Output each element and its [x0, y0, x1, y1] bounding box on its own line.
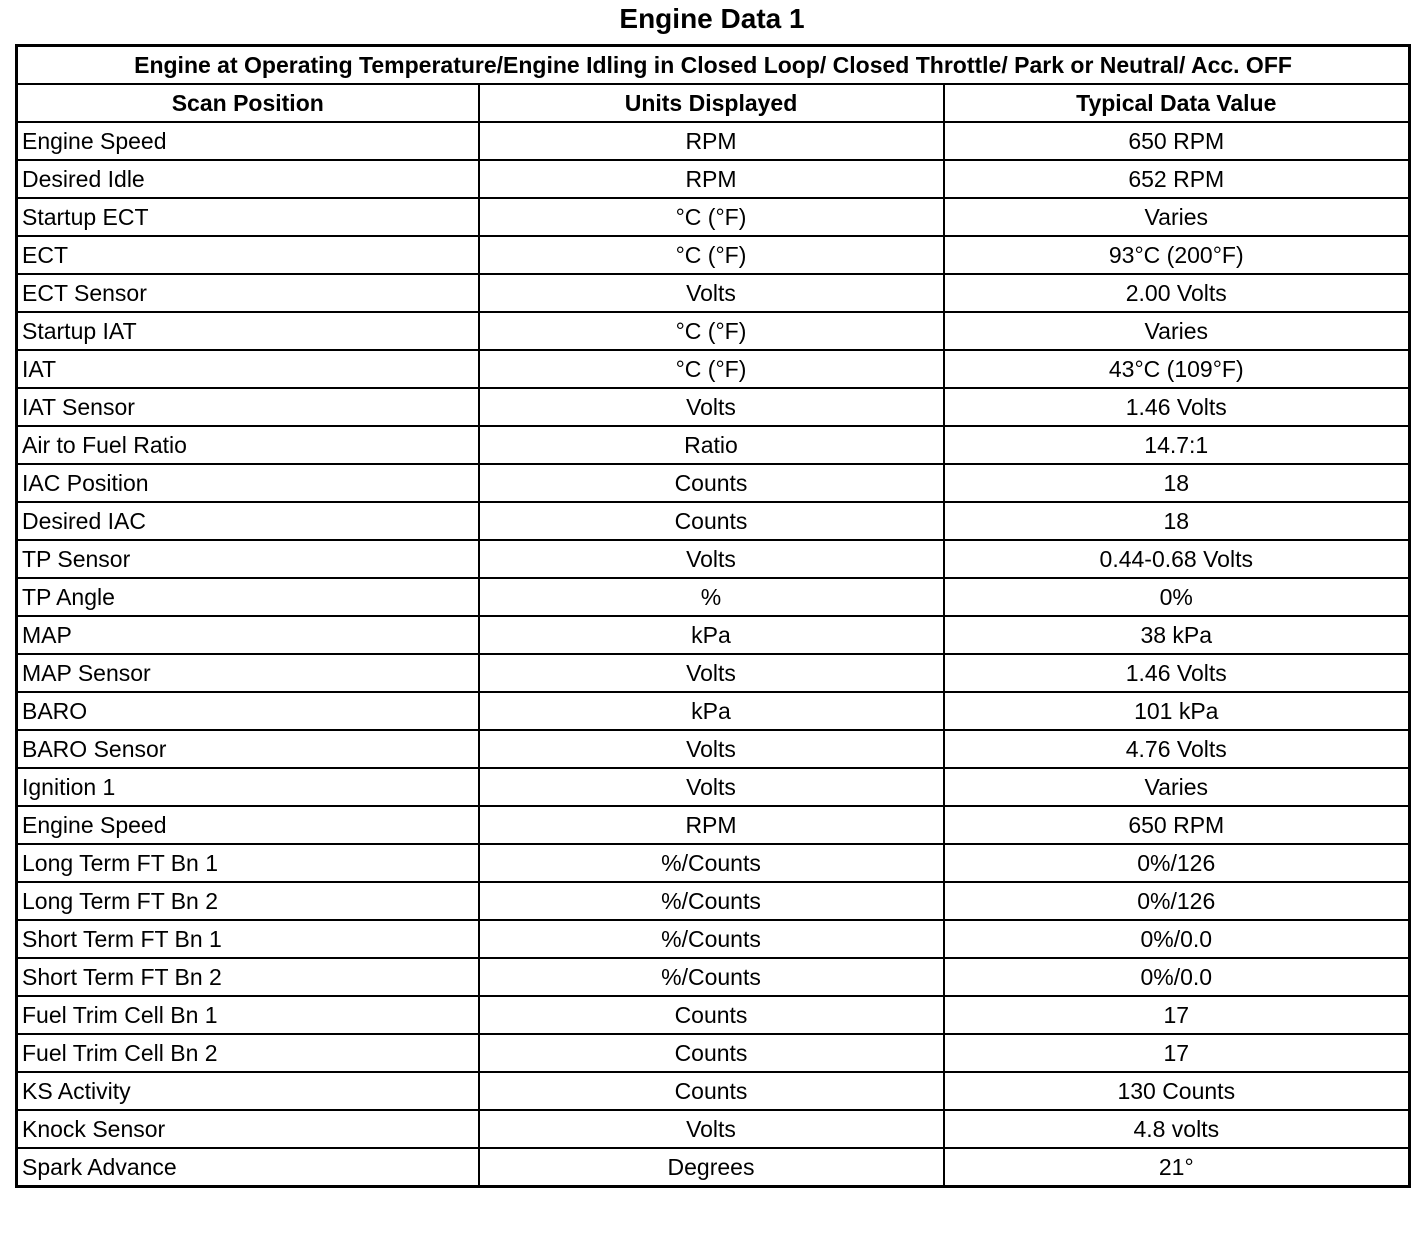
scan-position-cell: Engine Speed: [17, 806, 479, 844]
units-displayed-cell: Volts: [479, 768, 944, 806]
typical-data-value-cell: Varies: [944, 312, 1410, 350]
units-displayed-cell: Volts: [479, 654, 944, 692]
scan-position-cell: IAT: [17, 350, 479, 388]
typical-data-value-cell: 0%/126: [944, 844, 1410, 882]
typical-data-value-cell: 650 RPM: [944, 122, 1410, 160]
typical-data-value-cell: 1.46 Volts: [944, 654, 1410, 692]
condition-row: [17, 46, 1410, 85]
table-row: [17, 312, 1410, 350]
typical-data-value-cell: 0%/0.0: [944, 920, 1410, 958]
typical-data-value-cell: 14.7:1: [944, 426, 1410, 464]
units-displayed-cell: kPa: [479, 692, 944, 730]
typical-data-value-cell: 0%/126: [944, 882, 1410, 920]
typical-data-value-cell: 18: [944, 502, 1410, 540]
table-row: [17, 882, 1410, 920]
scan-position-cell: Spark Advance: [17, 1148, 479, 1187]
table-row: [17, 160, 1410, 198]
scan-position-cell: IAT Sensor: [17, 388, 479, 426]
scan-position-cell: Desired IAC: [17, 502, 479, 540]
typical-data-value-cell: Varies: [944, 768, 1410, 806]
scan-position-cell: Long Term FT Bn 2: [17, 882, 479, 920]
table-row: [17, 920, 1410, 958]
table-row: [17, 198, 1410, 236]
table-row: [17, 388, 1410, 426]
scan-position-cell: Ignition 1: [17, 768, 479, 806]
units-displayed-cell: RPM: [479, 806, 944, 844]
scan-position-cell: Engine Speed: [17, 122, 479, 160]
typical-data-value-cell: 4.8 volts: [944, 1110, 1410, 1148]
typical-data-value-cell: 21°: [944, 1148, 1410, 1187]
table-row: [17, 502, 1410, 540]
units-displayed-cell: %/Counts: [479, 844, 944, 882]
scan-position-cell: Air to Fuel Ratio: [17, 426, 479, 464]
units-displayed-cell: Ratio: [479, 426, 944, 464]
units-displayed-cell: Volts: [479, 1110, 944, 1148]
table-row: [17, 426, 1410, 464]
typical-data-value-cell: 650 RPM: [944, 806, 1410, 844]
table-row: [17, 958, 1410, 996]
units-displayed-cell: Counts: [479, 464, 944, 502]
units-displayed-cell: %: [479, 578, 944, 616]
typical-data-value-cell: 0%/0.0: [944, 958, 1410, 996]
column-header-units-displayed: Units Displayed: [479, 84, 944, 122]
units-displayed-cell: %/Counts: [479, 958, 944, 996]
units-displayed-cell: Counts: [479, 502, 944, 540]
table-row: [17, 236, 1410, 274]
units-displayed-cell: Volts: [479, 388, 944, 426]
table-row: [17, 1034, 1410, 1072]
typical-data-value-cell: 0%: [944, 578, 1410, 616]
units-displayed-cell: Volts: [479, 730, 944, 768]
table-row: [17, 1110, 1410, 1148]
scan-position-cell: KS Activity: [17, 1072, 479, 1110]
typical-data-value-cell: 0.44-0.68 Volts: [944, 540, 1410, 578]
typical-data-value-cell: 17: [944, 1034, 1410, 1072]
units-displayed-cell: Counts: [479, 996, 944, 1034]
scan-position-cell: Long Term FT Bn 1: [17, 844, 479, 882]
scan-position-cell: Short Term FT Bn 1: [17, 920, 479, 958]
units-displayed-cell: Volts: [479, 274, 944, 312]
typical-data-value-cell: 93°C (200°F): [944, 236, 1410, 274]
table-row: [17, 578, 1410, 616]
table-row: [17, 768, 1410, 806]
typical-data-value-cell: 17: [944, 996, 1410, 1034]
typical-data-value-cell: 38 kPa: [944, 616, 1410, 654]
typical-data-value-cell: 43°C (109°F): [944, 350, 1410, 388]
table-row: [17, 122, 1410, 160]
column-header-typical-data-value: Typical Data Value: [944, 84, 1410, 122]
scan-position-cell: TP Angle: [17, 578, 479, 616]
engine-data-table: [15, 44, 1411, 1188]
scan-position-cell: Desired Idle: [17, 160, 479, 198]
table-row: [17, 806, 1410, 844]
units-displayed-cell: %/Counts: [479, 920, 944, 958]
scan-position-cell: IAC Position: [17, 464, 479, 502]
scan-position-cell: MAP Sensor: [17, 654, 479, 692]
table-row: [17, 730, 1410, 768]
scan-position-cell: Knock Sensor: [17, 1110, 479, 1148]
typical-data-value-cell: 4.76 Volts: [944, 730, 1410, 768]
scan-position-cell: Fuel Trim Cell Bn 1: [17, 996, 479, 1034]
table-row: [17, 844, 1410, 882]
scan-position-cell: BARO Sensor: [17, 730, 479, 768]
table-row: [17, 464, 1410, 502]
units-displayed-cell: °C (°F): [479, 312, 944, 350]
scan-position-cell: Startup IAT: [17, 312, 479, 350]
typical-data-value-cell: 18: [944, 464, 1410, 502]
table-row: [17, 540, 1410, 578]
typical-data-value-cell: 1.46 Volts: [944, 388, 1410, 426]
scan-position-cell: Fuel Trim Cell Bn 2: [17, 1034, 479, 1072]
table-row: [17, 274, 1410, 312]
units-displayed-cell: Counts: [479, 1072, 944, 1110]
typical-data-value-cell: 101 kPa: [944, 692, 1410, 730]
scan-position-cell: Startup ECT: [17, 198, 479, 236]
units-displayed-cell: %/Counts: [479, 882, 944, 920]
typical-data-value-cell: 652 RPM: [944, 160, 1410, 198]
typical-data-value-cell: Varies: [944, 198, 1410, 236]
table-row: [17, 692, 1410, 730]
scan-position-cell: Short Term FT Bn 2: [17, 958, 479, 996]
units-displayed-cell: Degrees: [479, 1148, 944, 1187]
header-row: [17, 84, 1410, 122]
table-row: [17, 616, 1410, 654]
table-row: [17, 996, 1410, 1034]
table-row: [17, 1148, 1410, 1187]
table-row: [17, 350, 1410, 388]
typical-data-value-cell: 130 Counts: [944, 1072, 1410, 1110]
scan-position-cell: ECT Sensor: [17, 274, 479, 312]
units-displayed-cell: Counts: [479, 1034, 944, 1072]
condition-text: Engine at Operating Temperature/Engine Idling in Closed Loop/ Closed Throttle/ Park or Neutral/ Acc. OFF: [17, 46, 1410, 85]
units-displayed-cell: °C (°F): [479, 350, 944, 388]
scan-position-cell: MAP: [17, 616, 479, 654]
units-displayed-cell: °C (°F): [479, 198, 944, 236]
page-title: Engine Data 1: [619, 3, 805, 34]
units-displayed-cell: RPM: [479, 160, 944, 198]
units-displayed-cell: RPM: [479, 122, 944, 160]
scan-position-cell: TP Sensor: [17, 540, 479, 578]
column-header-scan-position: Scan Position: [17, 84, 479, 122]
scan-position-cell: BARO: [17, 692, 479, 730]
table-row: [17, 654, 1410, 692]
table-row: [17, 1072, 1410, 1110]
units-displayed-cell: kPa: [479, 616, 944, 654]
units-displayed-cell: °C (°F): [479, 236, 944, 274]
units-displayed-cell: Volts: [479, 540, 944, 578]
typical-data-value-cell: 2.00 Volts: [944, 274, 1410, 312]
scan-position-cell: ECT: [17, 236, 479, 274]
table-body: [17, 122, 1410, 1187]
